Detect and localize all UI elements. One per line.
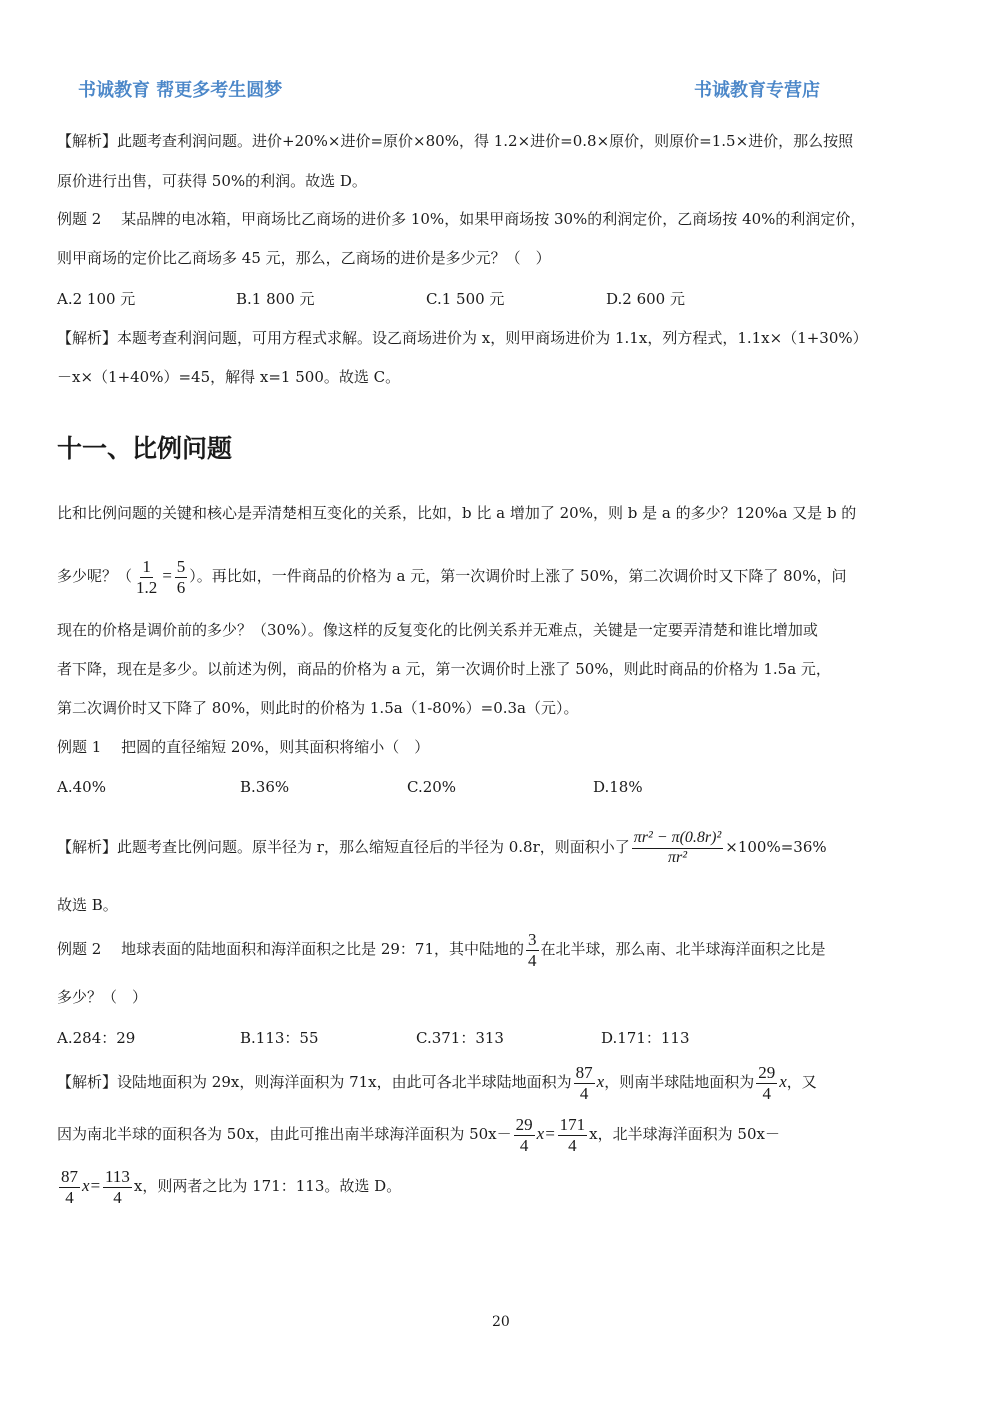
profit-example2-line2: 则甲商场的定价比乙商场多 45 元，那么，乙商场的进价是多少元？（ ）: [57, 249, 551, 267]
ratio-intro-line5: 第二次调价时又下降了 80%，则此时的价格为 1.5a（1-80%）=0.3a（元）。: [57, 699, 579, 717]
profit-option-c: C.1 500 元: [426, 290, 505, 308]
fraction-denominator: πr²: [667, 848, 688, 866]
profit-option-a: A.2 100 元: [57, 290, 136, 308]
ratio-intro-line1: 比和比例问题的关键和核心是弄清楚相互变化的关系，比如，b 比 a 增加了 20%，则 b 是 a 的多少？120%a 又是 b 的: [57, 504, 857, 522]
variable-x: x: [779, 1072, 787, 1091]
ratio1-option-a: A.40%: [57, 778, 106, 796]
profit-example2-line1: 例题 2 某品牌的电冰箱，甲商场比乙商场的进价多 10%，如果甲商场按 30%的利润定价，乙商场按 40%的利润定价，: [57, 210, 866, 228]
fraction-numerator: 29: [515, 1114, 533, 1134]
section-title: 十一、比例问题: [57, 434, 233, 463]
ratio2-option-a: A.284：29: [57, 1029, 136, 1047]
analysis2-text-e: x，北半球海洋面积为 50x－: [589, 1125, 780, 1143]
ratio-analysis2-line3: [57, 1158, 401, 1214]
fraction-171-over-4: [558, 1115, 588, 1155]
header-left-slogan: 书诚教育 帮更多考生圆梦: [78, 80, 283, 101]
fraction-numerator: 113: [105, 1166, 130, 1186]
fraction-numerator: 171: [559, 1114, 586, 1134]
fraction-1-over-1.2: [134, 557, 159, 597]
fraction-numerator: 3: [528, 929, 537, 949]
ratio-example1: 例题 1 把圆的直径缩短 20%，则其面积将缩小（ ）: [57, 738, 430, 756]
ratio1-option-d: D.18%: [593, 778, 643, 796]
fraction-29-over-4: [756, 1063, 777, 1103]
fraction-numerator: πr² − π(0.8r)²: [632, 829, 724, 848]
area-difference-fraction: [632, 829, 724, 867]
fraction-numerator: 29: [758, 1062, 776, 1082]
profit-analysis1-line2: 原价进行出售，可获得 50%的利润。故选 D。: [57, 172, 367, 190]
ratio-intro-line2-pre: 多少呢？（: [57, 567, 133, 585]
fraction-113-over-4: [103, 1167, 132, 1207]
profit-analysis2-line2: －x×（1+40%）=45，解得 x=1 500。故选 C。: [57, 368, 401, 386]
ratio-intro-line2: [57, 548, 846, 604]
equals-sign: =: [161, 566, 173, 585]
fraction-denominator: 4: [113, 1187, 122, 1207]
fraction-5-over-6: [175, 557, 188, 597]
ratio-analysis1-post: ×100%=36%: [725, 838, 827, 856]
ratio2-option-c: C.371：313: [416, 1029, 504, 1047]
fraction-numerator: 87: [575, 1062, 593, 1082]
ratio-example2-post: 在北半球，那么南、北半球海洋面积之比是: [540, 940, 826, 958]
variable-x: x: [82, 1176, 90, 1195]
fraction-denominator: 4: [65, 1187, 74, 1207]
fraction-denominator: 4: [762, 1083, 771, 1103]
ratio-analysis2-line2: [57, 1106, 780, 1162]
header-right-store: 书诚教育专营店: [694, 80, 820, 101]
fraction-numerator: 5: [176, 556, 186, 576]
fraction-87-over-4: [59, 1167, 80, 1207]
fraction-numerator: 1: [142, 556, 151, 576]
fraction-87-over-4: [574, 1063, 595, 1103]
variable-x: x: [536, 1124, 545, 1143]
page-number: 20: [492, 1314, 510, 1330]
analysis2-text-a: 【解析】设陆地面积为 29x，则海洋面积为 71x，由此可各北半球陆地面积为: [57, 1073, 572, 1091]
ratio-analysis1: [57, 818, 827, 876]
ratio-intro-line3: 现在的价格是调价前的多少？（30%）。像这样的反复变化的比例关系并无难点，关键是一定要弄清楚和谁比增加或: [57, 621, 818, 639]
ratio1-option-c: C.20%: [407, 778, 457, 796]
ratio-intro-line4: 者下降，现在是多少。以前述为例，商品的价格为 a 元，第一次调价时上涨了 50%，则此时商品的价格为 1.5a 元，: [57, 660, 831, 678]
ratio-example2-line2: 多少？（ ）: [57, 988, 148, 1006]
profit-analysis2-line1: 【解析】本题考查利润问题，可用方程式求解。设乙商场进价为 x，则甲商场进价为 1.1x，列方程式，1.1x×（1+30%）: [57, 329, 868, 347]
ratio1-option-b: B.36%: [240, 778, 290, 796]
fraction-denominator: 4: [568, 1135, 577, 1155]
fraction-denominator: 4: [519, 1135, 529, 1155]
profit-option-b: B.1 800 元: [236, 290, 315, 308]
fraction-denominator: 1.2: [136, 577, 158, 597]
ratio-intro-line2-post: ）。再比如，一件商品的价格为 a 元，第一次调价时上涨了 50%，第二次调价时又下降了 80%，问: [189, 567, 847, 585]
equals-sign: =: [544, 1124, 556, 1143]
equals-sign: =: [89, 1176, 102, 1195]
ratio-analysis2-line1: [57, 1054, 817, 1110]
ratio-analysis1-pre: 【解析】此题考查比例问题。原半径为 r，那么缩短直径后的半径为 0.8r，则面积小了: [57, 838, 630, 856]
fraction-denominator: 4: [528, 950, 537, 970]
analysis2-text-b: ，则南半球陆地面积为: [604, 1073, 755, 1091]
ratio-example2-pre: 例题 2 地球表面的陆地面积和海洋面积之比是 29：71，其中陆地的: [57, 940, 525, 958]
ratio-analysis1-end: 故选 B。: [57, 896, 118, 914]
fraction-numerator: 87: [61, 1166, 78, 1186]
ratio-example2-line1: [57, 921, 826, 977]
profit-option-d: D.2 600 元: [606, 290, 685, 308]
variable-x: x: [596, 1072, 605, 1091]
fraction-denominator: 4: [579, 1083, 589, 1103]
profit-analysis1-line1: 【解析】此题考查利润问题。进价+20%×进价=原价×80%，得 1.2×进价=0.8×原价，则原价=1.5×进价，那么按照: [57, 132, 854, 150]
fraction-29-over-4: [514, 1115, 535, 1155]
analysis2-text-f: x，则两者之比为 171：113。故选 D。: [133, 1177, 402, 1195]
fraction-denominator: 6: [176, 577, 186, 597]
analysis2-text-d: 因为南北半球的面积各为 50x，由此可推出南半球海洋面积为 50x－: [57, 1125, 512, 1143]
ratio2-option-b: B.113：55: [240, 1029, 319, 1047]
analysis2-text-c: ，又: [786, 1073, 817, 1091]
ratio2-option-d: D.171：113: [601, 1029, 690, 1047]
fraction-3-over-4: [526, 930, 539, 970]
